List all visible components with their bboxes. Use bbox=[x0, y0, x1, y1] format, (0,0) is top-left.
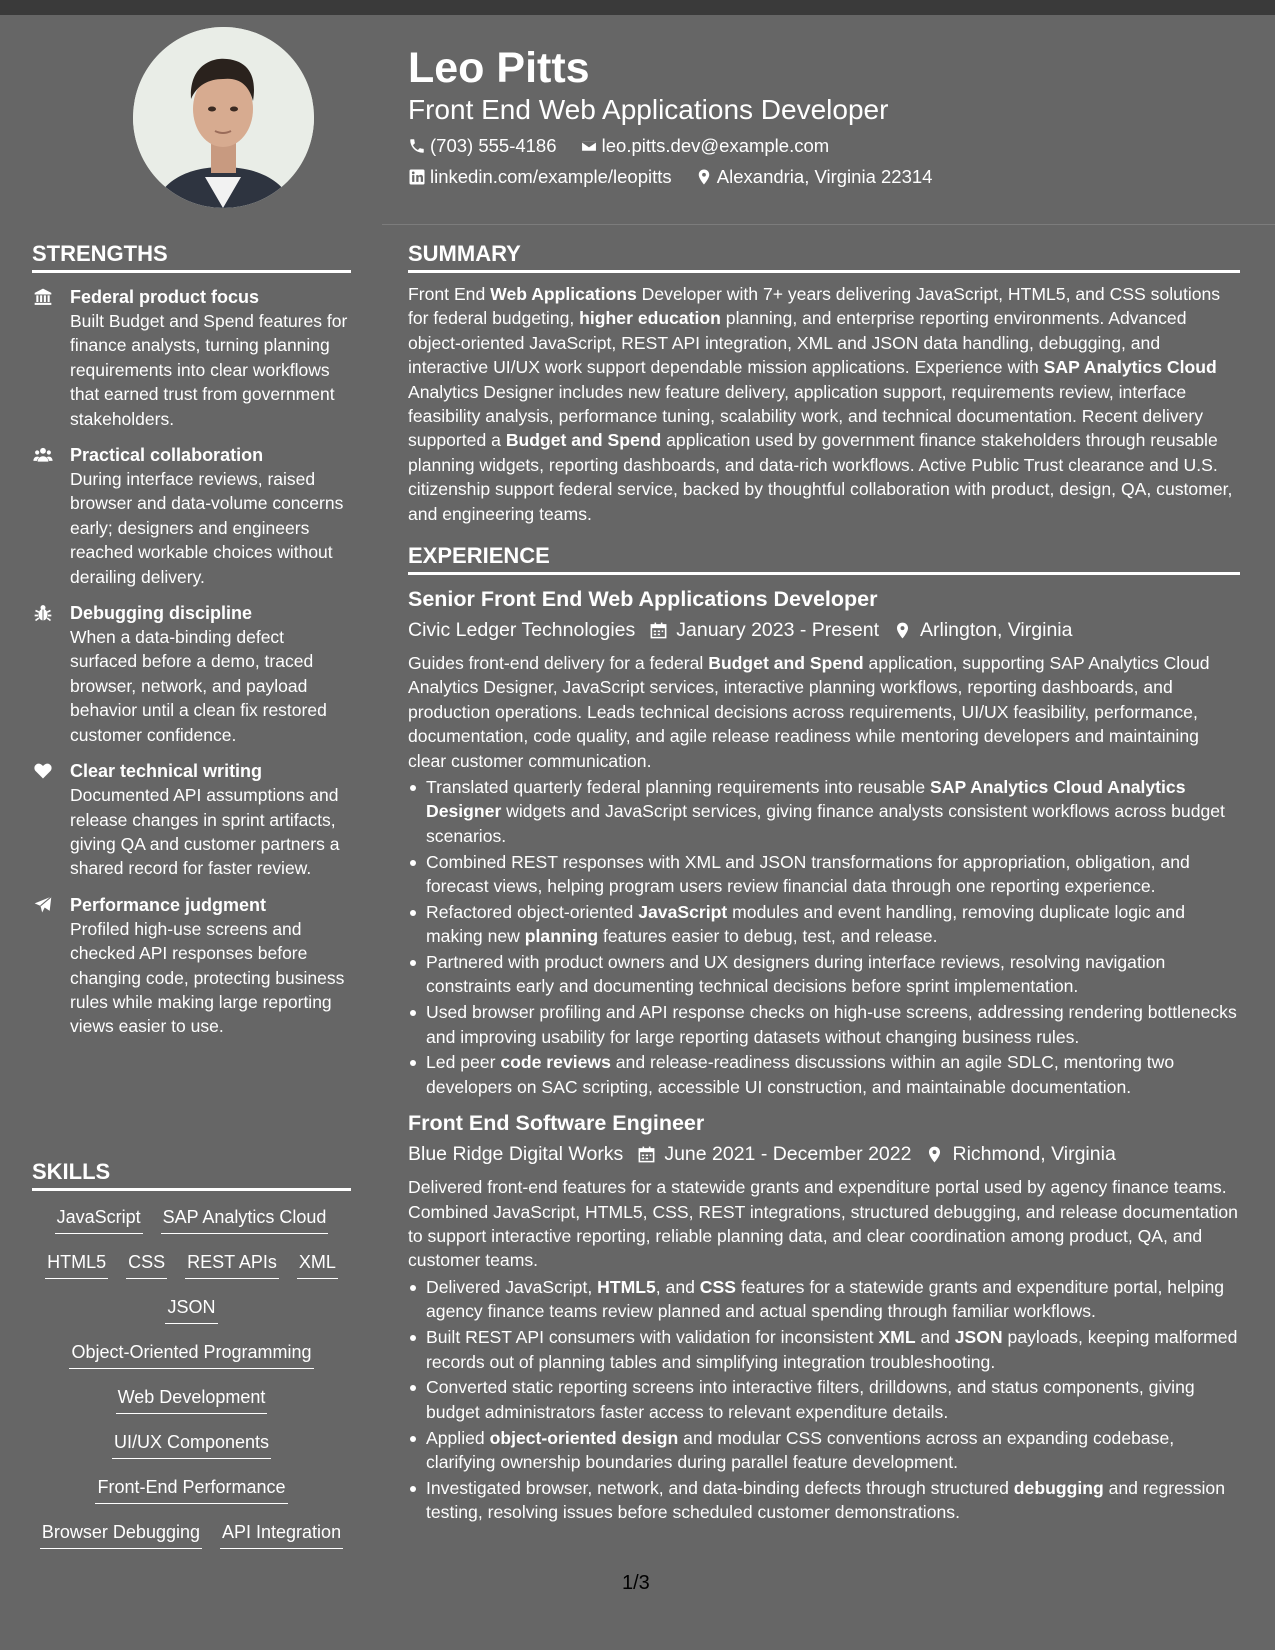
strength-desc: Built Budget and Spend features for finance analysts, turning planning requirements into clear workflows that earned trust from government stakeholders. bbox=[70, 311, 348, 429]
skill-tag: JSON bbox=[165, 1295, 217, 1324]
experience-heading: EXPERIENCE bbox=[408, 542, 1240, 575]
job-entry bbox=[408, 1109, 1240, 1524]
skill-row bbox=[32, 1520, 351, 1565]
heart-icon bbox=[32, 761, 54, 781]
strength-title: Federal product focus bbox=[70, 287, 260, 307]
contact-line-2 bbox=[408, 165, 950, 192]
job-bullet: Refactored object-oriented JavaScript modules and event handling, removing duplicate logic and making new planning features easier to debug, test, and release. bbox=[426, 900, 1240, 949]
phone-text: (703) 555-4186 bbox=[430, 135, 557, 156]
strength-title: Performance judgment bbox=[70, 894, 267, 915]
job-bullet: Led peer code reviews and release-readiness discussions within an agile SDLC, mentoring two developers on SAC scripting, accessible UI construction, and maintainable documentation. bbox=[426, 1050, 1240, 1099]
envelope-icon bbox=[580, 137, 598, 155]
email-contact[interactable] bbox=[580, 134, 830, 158]
strength-desc: When a data-binding defect surfaced before a demo, traced browser, network, and payload behavior until a clean fix restored customer confidence. bbox=[70, 627, 327, 745]
email-text: leo.pitts.dev@example.com bbox=[601, 135, 830, 156]
strength-title: Clear technical writing bbox=[70, 761, 263, 782]
linkedin-contact[interactable] bbox=[408, 165, 672, 189]
job-location: Richmond, Virginia bbox=[952, 1143, 1116, 1166]
job-dates: June 2021 - December 2022 bbox=[664, 1143, 912, 1166]
profile-photo bbox=[133, 27, 314, 208]
job-bullet: Investigated browser, network, and data-binding defects through structured debugging and regression testing, resolving issues before scheduled customer demonstrations. bbox=[426, 1476, 1240, 1525]
job-meta bbox=[408, 1141, 1240, 1167]
skill-tag: API Integration bbox=[220, 1520, 343, 1549]
strength-item bbox=[32, 601, 351, 747]
job-bullet: Converted static reporting screens into interactive filters, drilldowns, and status components, giving budget administrators faster access to relevant expenditure details. bbox=[426, 1375, 1240, 1424]
skill-row bbox=[32, 1250, 351, 1295]
users-icon bbox=[32, 445, 54, 465]
job-bullet: Built REST API consumers with validation for inconsistent XML and JSON payloads, keeping malformed records out of planning tables and simplifying integration troubleshooting. bbox=[426, 1325, 1240, 1374]
location-contact bbox=[695, 165, 933, 189]
skill-row bbox=[32, 1430, 351, 1475]
skill-tag: Object-Oriented Programming bbox=[69, 1340, 313, 1369]
skill-tag: REST APIs bbox=[185, 1250, 279, 1279]
map-pin-icon bbox=[695, 168, 713, 186]
job-title: Senior Front End Web Applications Developer bbox=[408, 587, 878, 611]
summary-text: Front End Web Applications Developer with 7+ years delivering JavaScript, HTML5, and CSS solutions for federal budgeting, higher education planning, and enterprise reporting environments. Advanced object-oriented JavaScript, REST API integration, XML and JSON data handling, debugging, and interactive UI/UX work support dependable mission applications. Experience with SAP Analytics Cloud Analytics Designer includes new feature delivery, application support, requirements review, interface feasibility analysis, performance tuning, scalability work, and technical documentation. Recent delivery supported a Budget and Spend application used by government finance stakeholders through reusable planning widgets, reporting dashboards, and data-rich workflows. Active Public Trust clearance and U.S. citizenship support federal service, backed by thoughtful collaboration with product, design, QA, customer, and engineering teams. bbox=[408, 284, 1233, 524]
strength-title: Debugging discipline bbox=[70, 603, 253, 624]
job-bullet: Partnered with product owners and UX designers during interface reviews, resolving navigation constraints early and documenting technical decisions before sprint implementation. bbox=[426, 950, 1240, 999]
bank-icon bbox=[32, 287, 54, 307]
skill-tag: Browser Debugging bbox=[40, 1520, 202, 1549]
strength-desc: Documented API assumptions and release changes in sprint artifacts, giving QA and customer partners a shared record for faster review. bbox=[70, 785, 340, 879]
contact-line-1 bbox=[408, 134, 847, 161]
skill-row bbox=[32, 1385, 351, 1430]
job-bullet: Used browser profiling and API response checks on high-use screens, addressing rendering bottlenecks and improving usability for large reporting datasets without changing business rules. bbox=[426, 1000, 1240, 1049]
job-bullet: Applied object-oriented design and modular CSS conventions across an expanding codebase, clarifying ownership boundaries during parallel feature development. bbox=[426, 1426, 1240, 1475]
map-pin-icon bbox=[893, 621, 912, 640]
skill-row bbox=[32, 1340, 351, 1385]
top-bar bbox=[0, 0, 1275, 15]
bug-icon bbox=[32, 603, 54, 623]
job-bullet: Translated quarterly federal planning requirements into reusable SAP Analytics Cloud Analytics Designer widgets and JavaScript services, giving finance analysts consistent workflows across budget scenarios. bbox=[426, 775, 1240, 848]
skill-row bbox=[32, 1475, 351, 1520]
summary-section bbox=[408, 240, 1240, 526]
strength-item bbox=[32, 285, 351, 431]
strengths-section bbox=[32, 240, 351, 1039]
job-location: Arlington, Virginia bbox=[919, 619, 1073, 641]
strength-desc: Profiled high-use screens and checked API responses before changing code, protecting business rules while making large reporting views easier to use. bbox=[70, 918, 345, 1037]
paper-plane-icon bbox=[32, 895, 54, 915]
job-company: Civic Ledger Technologies bbox=[408, 619, 636, 641]
skill-tag: JavaScript bbox=[55, 1205, 143, 1234]
skill-row bbox=[32, 1295, 351, 1340]
strength-item bbox=[32, 893, 351, 1039]
skill-tag: HTML5 bbox=[45, 1250, 108, 1279]
candidate-title: Front End Web Applications Developer bbox=[408, 94, 889, 125]
strength-item bbox=[32, 759, 351, 881]
experience-section bbox=[408, 542, 1240, 1526]
header-divider bbox=[382, 224, 1275, 225]
map-pin-icon bbox=[925, 1145, 944, 1164]
skill-tag: Web Development bbox=[116, 1385, 268, 1414]
skill-tag: XML bbox=[297, 1250, 338, 1279]
phone-icon bbox=[408, 137, 426, 155]
skill-tag: SAP Analytics Cloud bbox=[161, 1205, 329, 1234]
job-dates: January 2023 - Present bbox=[676, 619, 879, 641]
job-description: Guides front-end delivery for a federal Budget and Spend application, supporting SAP Analytics Cloud Analytics Designer, JavaScript services, interactive planning workflows, reporting dashboards, and production operations. Leads technical decisions across requirements, UI/UX feasibility, performance, documentation, code quality, and agile release readiness while mentoring developers and maintaining clear customer communication. bbox=[408, 653, 1210, 771]
location-text: Alexandria, Virginia 22314 bbox=[716, 166, 933, 187]
skill-tag: UI/UX Components bbox=[112, 1430, 271, 1459]
job-description: Delivered front-end features for a statewide grants and expenditure portal used by agency finance teams. Combined JavaScript, HTML5, CSS, REST integrations, structured debugging, and release documentation to support interactive reporting, reliable planning data, and clear coordination among product, QA, and customer teams. bbox=[408, 1177, 1238, 1271]
summary-heading: SUMMARY bbox=[408, 240, 1240, 273]
skills-section bbox=[32, 1158, 351, 1565]
skill-row bbox=[32, 1205, 351, 1250]
strength-title: Practical collaboration bbox=[70, 445, 264, 466]
linkedin-icon bbox=[408, 168, 426, 186]
skills-heading: SKILLS bbox=[32, 1158, 351, 1191]
strengths-heading: STRENGTHS bbox=[32, 240, 351, 273]
calendar-icon bbox=[637, 1145, 656, 1164]
skills-list bbox=[32, 1205, 351, 1565]
strength-desc: During interface reviews, raised browser and data-volume concerns early; designers and engineers reached workable choices without derailing delivery. bbox=[70, 469, 344, 587]
job-bullets bbox=[408, 1275, 1240, 1525]
job-company: Blue Ridge Digital Works bbox=[408, 1143, 624, 1166]
strength-item bbox=[32, 443, 351, 589]
job-meta bbox=[408, 617, 1240, 643]
job-bullet: Delivered JavaScript, HTML5, and CSS features for a statewide grants and expenditure portal, helping agency finance teams review planned and actual spending through familiar workflows. bbox=[426, 1275, 1240, 1324]
skill-tag: Front-End Performance bbox=[95, 1475, 287, 1504]
calendar-icon bbox=[649, 621, 668, 640]
linkedin-text: linkedin.com/example/leopitts bbox=[430, 166, 672, 187]
job-title: Front End Software Engineer bbox=[408, 1111, 705, 1136]
job-bullet: Combined REST responses with XML and JSON transformations for appropriation, obligation, and forecast views, helping program users review financial data through one reporting experience. bbox=[426, 850, 1240, 899]
candidate-name: Leo Pitts bbox=[408, 44, 590, 92]
job-entry bbox=[408, 585, 1240, 1099]
skill-tag: CSS bbox=[126, 1250, 167, 1279]
page-number: 1/3 bbox=[622, 1572, 650, 1594]
phone-contact[interactable] bbox=[408, 134, 557, 158]
job-bullets bbox=[408, 775, 1240, 1099]
